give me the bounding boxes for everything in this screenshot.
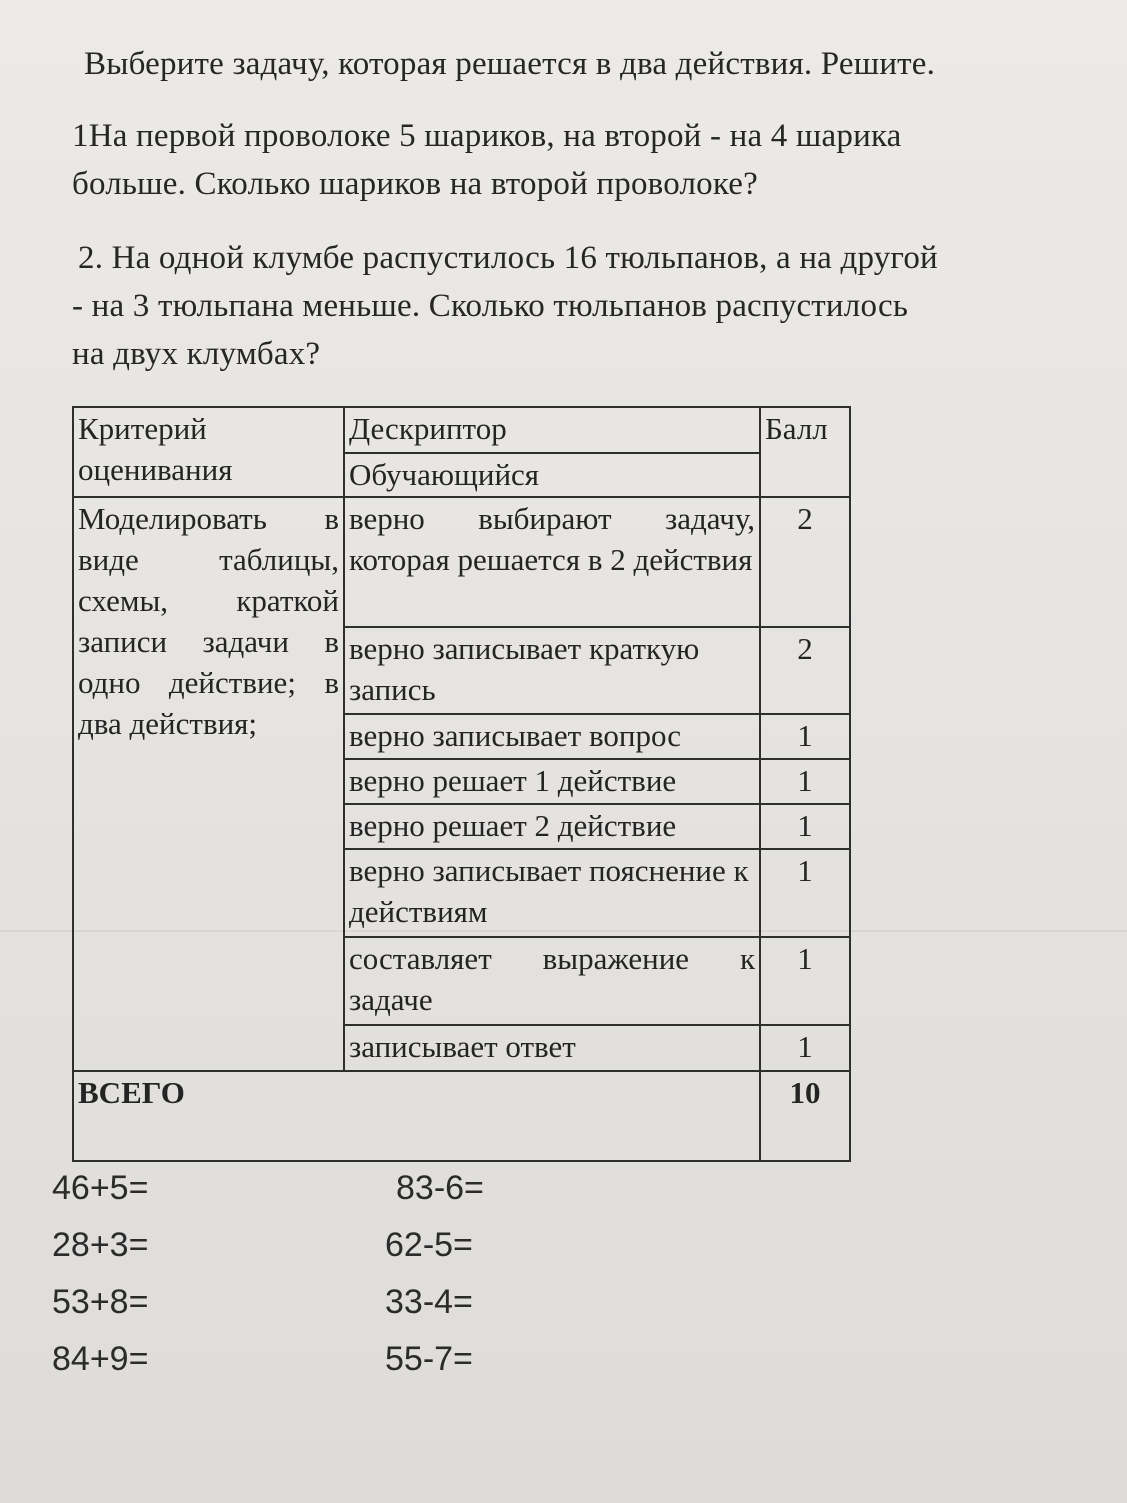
criterion-text: Моделировать в виде таблицы, схемы, краткой записи задачи в одно действие; в два действия; xyxy=(73,497,344,1071)
problem-1-line-1: 1На первой проволоке 5 шариков, на второй - на 4 шарика xyxy=(72,118,902,154)
exercise-left-4: 84+9= xyxy=(52,1340,149,1378)
exercise-left-1: 46+5= xyxy=(52,1169,149,1207)
total-label: ВСЕГО xyxy=(73,1071,760,1161)
problem-2-line-3: на двух клумбах? xyxy=(72,336,321,372)
descriptor-row-5: верно решает 2 действие xyxy=(344,804,760,849)
score-header: Балл xyxy=(760,407,850,497)
descriptor-header: Дескриптор xyxy=(344,407,760,453)
criterion-header: Критерий оценивания xyxy=(73,407,344,497)
score-row-4: 1 xyxy=(760,759,850,804)
score-row-8: 1 xyxy=(760,1025,850,1071)
exercise-right-3: 33-4= xyxy=(385,1283,473,1321)
exercise-right-4: 55-7= xyxy=(385,1340,473,1378)
descriptor-row-8: записывает ответ xyxy=(344,1025,760,1071)
exercise-right-1: 83-6= xyxy=(396,1169,484,1207)
descriptor-row-2: верно записывает краткую запись xyxy=(344,627,760,714)
score-row-6: 1 xyxy=(760,849,850,937)
score-row-7: 1 xyxy=(760,937,850,1025)
problem-2-line-2: - на 3 тюльпана меньше. Сколько тюльпанов распустилось xyxy=(72,288,909,324)
problem-2-line-1: 2. На одной клумбе распустилось 16 тюльпанов, а на другой xyxy=(78,240,938,276)
learner-header: Обучающийся xyxy=(344,453,760,497)
descriptor-row-1: верно выбирают задачу, которая решается в 2 действия xyxy=(344,497,760,627)
score-row-1: 2 xyxy=(760,497,850,627)
descriptor-row-7: составляет выражение к задаче xyxy=(344,937,760,1025)
exercise-left-2: 28+3= xyxy=(52,1226,149,1264)
rubric-table xyxy=(72,406,851,1162)
score-row-3: 1 xyxy=(760,714,850,759)
score-row-5: 1 xyxy=(760,804,850,849)
score-row-2: 2 xyxy=(760,627,850,714)
exercise-left-3: 53+8= xyxy=(52,1283,149,1321)
task-instruction: Выберите задачу, которая решается в два действия. Решите. xyxy=(84,46,936,82)
descriptor-row-6: верно записывает пояснение к действиям xyxy=(344,849,760,937)
problem-1-line-2: больше. Сколько шариков на второй проволоке? xyxy=(72,166,758,202)
exercise-right-2: 62-5= xyxy=(385,1226,473,1264)
descriptor-row-4: верно решает 1 действие xyxy=(344,759,760,804)
total-score: 10 xyxy=(760,1071,850,1161)
descriptor-row-3: верно записывает вопрос xyxy=(344,714,760,759)
